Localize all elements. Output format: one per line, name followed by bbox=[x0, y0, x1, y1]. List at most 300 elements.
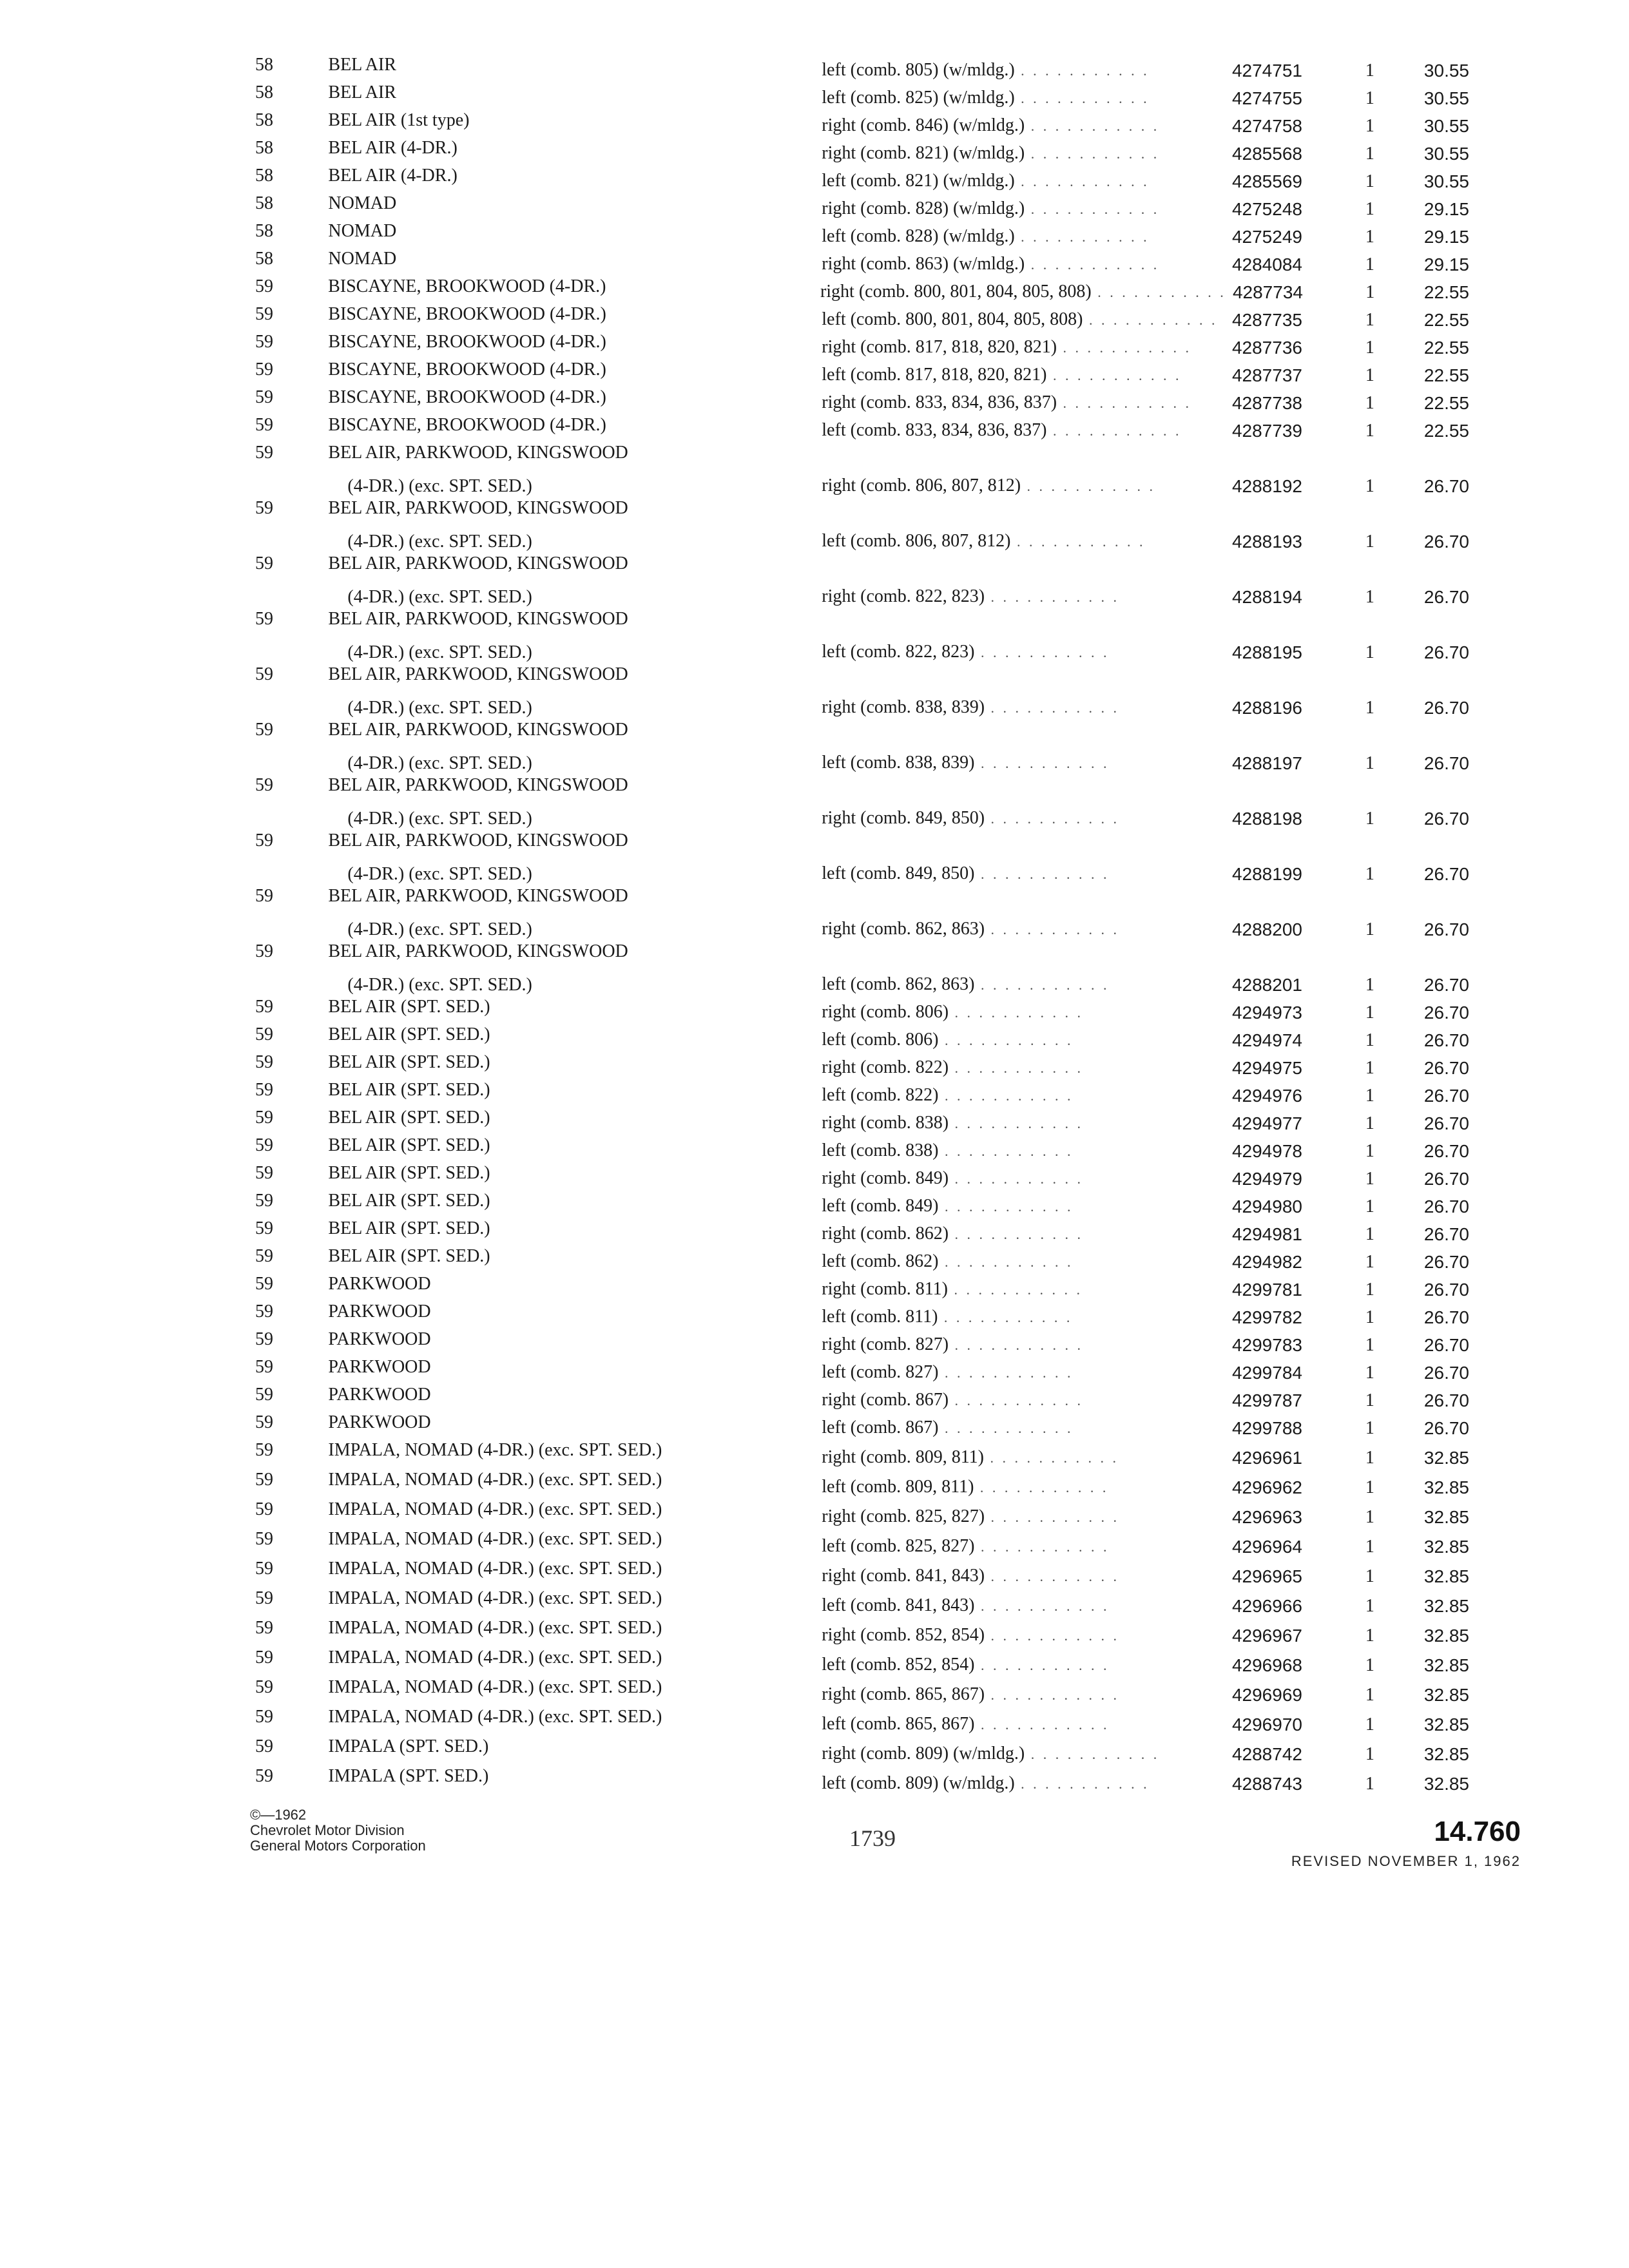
table-row bbox=[245, 1765, 1469, 1795]
description-text: right (comb. 817, 818, 820, 821) bbox=[822, 337, 1057, 357]
model-cell bbox=[328, 1329, 822, 1356]
model-qualifier: (4-DR.) (exc. SPT. SED.) bbox=[347, 642, 532, 662]
model-year: 58 bbox=[255, 193, 273, 213]
quantity: 1 bbox=[1365, 919, 1374, 939]
list-price: 26.70 bbox=[1423, 1003, 1469, 1023]
leader-dots: . . . . . . . . . . . bbox=[1046, 423, 1182, 439]
leader-dots: . . . . . . . . . . . bbox=[974, 1716, 1110, 1733]
part-number: 4294979 bbox=[1231, 1169, 1302, 1189]
leader-dots: . . . . . . . . . . . bbox=[949, 1060, 1084, 1076]
model-year: 59 bbox=[255, 1052, 273, 1072]
model-year: 59 bbox=[255, 1385, 273, 1405]
model-cell bbox=[328, 885, 822, 941]
model-year: 59 bbox=[255, 1618, 273, 1638]
description-text: left (comb. 809, 811) bbox=[822, 1477, 974, 1497]
leader-dots: . . . . . . . . . . . bbox=[1046, 367, 1182, 383]
page-number: 1739 bbox=[849, 1825, 896, 1851]
model-cell bbox=[328, 774, 822, 830]
part-description bbox=[822, 863, 1219, 885]
description-text: right (comb. 838) bbox=[822, 1113, 949, 1133]
part-number: 4287737 bbox=[1231, 365, 1302, 385]
model-cell bbox=[328, 1765, 822, 1795]
quantity: 1 bbox=[1365, 1252, 1374, 1272]
model-cell bbox=[328, 1558, 822, 1588]
part-number: 4287735 bbox=[1231, 310, 1302, 330]
section-block bbox=[1291, 1816, 1521, 1870]
part-number: 4299781 bbox=[1231, 1280, 1302, 1300]
part-description bbox=[822, 336, 1219, 359]
part-number: 4299787 bbox=[1231, 1390, 1302, 1410]
quantity: 1 bbox=[1365, 1196, 1374, 1216]
model-year: 59 bbox=[255, 997, 273, 1017]
leader-dots: . . . . . . . . . . . bbox=[1025, 1746, 1160, 1762]
part-number: 4287739 bbox=[1231, 421, 1302, 441]
description-text: right (comb. 811) bbox=[822, 1279, 948, 1299]
model-cell bbox=[328, 248, 822, 276]
description-text: left (comb. 811) bbox=[822, 1307, 938, 1327]
list-price: 22.55 bbox=[1423, 282, 1469, 302]
description-text: right (comb. 863) (w/mldg.) bbox=[822, 254, 1025, 274]
description-text: left (comb. 825) (w/mldg.) bbox=[822, 88, 1015, 108]
table-row bbox=[245, 1736, 1469, 1765]
model-cell bbox=[328, 719, 822, 774]
leader-dots: . . . . . . . . . . . bbox=[1014, 62, 1150, 79]
description-text: left (comb. 806, 807, 812) bbox=[822, 531, 1011, 551]
publisher-block bbox=[250, 1807, 426, 1854]
model-cell bbox=[328, 414, 822, 442]
model-name: BEL AIR, PARKWOOD, KINGSWOOD bbox=[328, 553, 628, 573]
model-cell bbox=[328, 137, 822, 165]
model-name: PARKWOOD bbox=[328, 1412, 431, 1432]
leader-dots: . . . . . . . . . . . bbox=[985, 700, 1120, 716]
quantity: 1 bbox=[1365, 1390, 1374, 1410]
model-name: IMPALA, NOMAD (4-DR.) (exc. SPT. SED.) bbox=[328, 1618, 662, 1638]
model-cell bbox=[328, 442, 822, 497]
part-description bbox=[822, 1361, 1219, 1384]
description-text: right (comb. 833, 834, 836, 837) bbox=[822, 392, 1057, 412]
model-year: 59 bbox=[255, 304, 273, 324]
description-text: right (comb. 827) bbox=[822, 1334, 949, 1354]
model-year: 59 bbox=[255, 720, 273, 740]
leader-dots: . . . . . . . . . . . bbox=[949, 1004, 1084, 1021]
part-description bbox=[822, 1195, 1219, 1218]
part-description bbox=[822, 697, 1219, 719]
quantity: 1 bbox=[1365, 1335, 1374, 1355]
parts-list bbox=[245, 54, 1469, 1795]
part-number: 4274751 bbox=[1231, 61, 1302, 81]
part-description bbox=[822, 586, 1219, 608]
model-name: BEL AIR, PARKWOOD, KINGSWOOD bbox=[328, 664, 628, 684]
leader-dots: . . . . . . . . . . . bbox=[985, 921, 1120, 937]
part-description bbox=[822, 1389, 1219, 1412]
list-price: 32.85 bbox=[1423, 1655, 1469, 1675]
leader-dots: . . . . . . . . . . . bbox=[974, 1479, 1109, 1495]
model-year: 59 bbox=[255, 664, 273, 684]
revision-date: REVISED NOVEMBER 1, 1962 bbox=[1291, 1853, 1521, 1869]
part-number: 4296963 bbox=[1231, 1507, 1302, 1527]
list-price: 26.70 bbox=[1423, 919, 1469, 939]
model-qualifier: (4-DR.) (exc. SPT. SED.) bbox=[347, 975, 532, 995]
table-row bbox=[245, 1218, 1469, 1245]
part-number: 4288200 bbox=[1231, 919, 1302, 939]
model-year: 59 bbox=[255, 443, 273, 463]
leader-dots: . . . . . . . . . . . bbox=[974, 755, 1110, 771]
list-price: 26.70 bbox=[1423, 753, 1469, 773]
part-number: 4275249 bbox=[1231, 227, 1302, 247]
list-price: 22.55 bbox=[1423, 421, 1469, 441]
model-year: 59 bbox=[255, 1302, 273, 1321]
part-number: 4296969 bbox=[1231, 1685, 1302, 1705]
model-cell bbox=[328, 1052, 822, 1079]
model-cell bbox=[328, 1162, 822, 1190]
table-row bbox=[245, 1588, 1469, 1617]
list-price: 30.55 bbox=[1423, 88, 1469, 108]
part-number: 4288201 bbox=[1231, 975, 1302, 995]
model-year: 59 bbox=[255, 1559, 273, 1579]
model-qualifier: (4-DR.) (exc. SPT. SED.) bbox=[347, 919, 532, 939]
section-number: 14.760 bbox=[1434, 1816, 1521, 1847]
list-price: 26.70 bbox=[1423, 1224, 1469, 1244]
quantity: 1 bbox=[1365, 171, 1374, 191]
model-year: 58 bbox=[255, 82, 273, 102]
part-description bbox=[822, 1417, 1219, 1439]
table-row bbox=[245, 1190, 1469, 1218]
part-description bbox=[822, 226, 1219, 248]
leader-dots: . . . . . . . . . . . bbox=[974, 1598, 1110, 1614]
part-number: 4294974 bbox=[1231, 1030, 1302, 1050]
part-description bbox=[822, 364, 1219, 387]
part-description bbox=[822, 1306, 1219, 1329]
leader-dots: . . . . . . . . . . . bbox=[983, 1450, 1119, 1466]
description-text: right (comb. 841, 843) bbox=[822, 1566, 985, 1586]
description-text: left (comb. 862, 863) bbox=[822, 974, 975, 994]
list-price: 26.70 bbox=[1423, 1086, 1469, 1106]
quantity: 1 bbox=[1365, 587, 1374, 607]
part-description bbox=[822, 392, 1219, 414]
table-row bbox=[245, 1052, 1469, 1079]
leader-dots: . . . . . . . . . . . bbox=[949, 1337, 1084, 1353]
model-name: BEL AIR (SPT. SED.) bbox=[328, 1024, 490, 1044]
leader-dots: . . . . . . . . . . . bbox=[949, 1115, 1084, 1131]
model-year: 59 bbox=[255, 1707, 273, 1727]
list-price: 26.70 bbox=[1423, 975, 1469, 995]
list-price: 26.70 bbox=[1423, 809, 1469, 829]
quantity: 1 bbox=[1365, 975, 1374, 995]
quantity: 1 bbox=[1365, 1141, 1374, 1161]
quantity: 1 bbox=[1365, 698, 1374, 718]
quantity: 1 bbox=[1365, 338, 1374, 358]
model-year: 58 bbox=[255, 249, 273, 269]
description-text: left (comb. 805) (w/mldg.) bbox=[822, 60, 1015, 80]
model-name: BEL AIR, PARKWOOD, KINGSWOOD bbox=[328, 498, 628, 518]
quantity: 1 bbox=[1365, 1477, 1374, 1497]
model-name: BEL AIR bbox=[328, 55, 396, 75]
part-number: 4285569 bbox=[1231, 171, 1302, 191]
model-name: BEL AIR, PARKWOOD, KINGSWOOD bbox=[328, 609, 628, 629]
table-row bbox=[245, 1528, 1469, 1558]
model-cell bbox=[328, 1412, 822, 1439]
table-row bbox=[245, 830, 1469, 885]
model-year: 59 bbox=[255, 498, 273, 518]
model-cell bbox=[328, 82, 822, 110]
part-number: 4288198 bbox=[1231, 809, 1302, 829]
model-name: BEL AIR (SPT. SED.) bbox=[328, 1135, 490, 1155]
table-row bbox=[245, 608, 1469, 664]
quantity: 1 bbox=[1365, 1280, 1374, 1300]
part-number: 4287734 bbox=[1232, 282, 1303, 302]
quantity: 1 bbox=[1365, 809, 1374, 829]
leader-dots: . . . . . . . . . . . bbox=[985, 1509, 1120, 1525]
model-year: 59 bbox=[255, 941, 273, 961]
part-description bbox=[820, 281, 1226, 303]
list-price: 32.85 bbox=[1423, 1477, 1469, 1497]
model-year: 59 bbox=[255, 1648, 273, 1667]
list-price: 30.55 bbox=[1423, 116, 1469, 136]
list-price: 29.15 bbox=[1423, 255, 1469, 274]
model-name: NOMAD bbox=[328, 221, 397, 241]
part-number: 4296970 bbox=[1231, 1715, 1302, 1735]
part-number: 4294980 bbox=[1231, 1196, 1302, 1216]
part-description bbox=[822, 1773, 1219, 1795]
model-name: BEL AIR, PARKWOOD, KINGSWOOD bbox=[328, 775, 628, 795]
description-text: right (comb. 806, 807, 812) bbox=[822, 476, 1021, 495]
model-name: IMPALA, NOMAD (4-DR.) (exc. SPT. SED.) bbox=[328, 1588, 662, 1608]
model-cell bbox=[328, 1736, 822, 1765]
list-price: 32.85 bbox=[1423, 1774, 1469, 1794]
list-price: 32.85 bbox=[1423, 1566, 1469, 1586]
description-text: right (comb. 849) bbox=[822, 1168, 949, 1188]
description-text: right (comb. 867) bbox=[822, 1390, 949, 1410]
description-text: left (comb. 822, 823) bbox=[822, 642, 975, 662]
part-description bbox=[822, 1084, 1219, 1107]
list-price: 32.85 bbox=[1423, 1537, 1469, 1557]
model-name: IMPALA, NOMAD (4-DR.) (exc. SPT. SED.) bbox=[328, 1707, 662, 1727]
list-price: 26.70 bbox=[1423, 1390, 1469, 1410]
table-row bbox=[245, 220, 1469, 248]
quantity: 1 bbox=[1365, 1307, 1374, 1327]
quantity: 1 bbox=[1365, 1715, 1374, 1735]
description-text: left (comb. 800, 801, 804, 805, 808) bbox=[822, 309, 1083, 329]
model-year: 59 bbox=[255, 1529, 273, 1549]
model-qualifier: (4-DR.) (exc. SPT. SED.) bbox=[347, 864, 532, 884]
model-year: 59 bbox=[255, 1766, 273, 1786]
model-cell bbox=[328, 497, 822, 553]
model-name: PARKWOOD bbox=[328, 1274, 431, 1294]
part-number: 4294975 bbox=[1231, 1058, 1302, 1078]
quantity: 1 bbox=[1365, 642, 1374, 662]
part-number: 4287738 bbox=[1231, 393, 1302, 413]
description-text: right (comb. 821) (w/mldg.) bbox=[822, 143, 1025, 163]
part-description bbox=[822, 1535, 1219, 1558]
model-year: 59 bbox=[255, 1499, 273, 1519]
list-price: 26.70 bbox=[1423, 1418, 1469, 1438]
leader-dots: . . . . . . . . . . . bbox=[1025, 256, 1160, 273]
model-name: IMPALA, NOMAD (4-DR.) (exc. SPT. SED.) bbox=[328, 1470, 662, 1490]
leader-dots: . . . . . . . . . . . bbox=[974, 866, 1110, 882]
model-name: BEL AIR (1st type) bbox=[328, 110, 470, 130]
list-price: 32.85 bbox=[1423, 1685, 1469, 1705]
list-price: 26.70 bbox=[1423, 1196, 1469, 1216]
part-description bbox=[822, 530, 1219, 553]
model-name: BEL AIR, PARKWOOD, KINGSWOOD bbox=[328, 941, 628, 961]
model-cell bbox=[328, 54, 822, 82]
model-cell bbox=[328, 553, 822, 608]
model-year: 59 bbox=[255, 775, 273, 795]
quantity: 1 bbox=[1365, 365, 1374, 385]
part-number: 4294973 bbox=[1231, 1003, 1302, 1023]
part-description bbox=[822, 87, 1219, 110]
part-number: 4294976 bbox=[1231, 1086, 1302, 1106]
quantity: 1 bbox=[1365, 1774, 1374, 1794]
model-year: 59 bbox=[255, 1163, 273, 1183]
description-text: left (comb. 849, 850) bbox=[822, 863, 975, 883]
leader-dots: . . . . . . . . . . . bbox=[1091, 284, 1226, 300]
part-description bbox=[822, 918, 1219, 941]
list-price: 32.85 bbox=[1423, 1596, 1469, 1616]
part-description bbox=[822, 198, 1219, 220]
leader-dots: . . . . . . . . . . . bbox=[947, 1282, 1083, 1298]
model-name: BEL AIR, PARKWOOD, KINGSWOOD bbox=[328, 443, 628, 463]
model-name: PARKWOOD bbox=[328, 1385, 431, 1405]
leader-dots: . . . . . . . . . . . bbox=[974, 977, 1110, 993]
list-price: 26.70 bbox=[1423, 1058, 1469, 1078]
quantity: 1 bbox=[1365, 1086, 1374, 1106]
leader-dots: . . . . . . . . . . . bbox=[1025, 201, 1160, 217]
leader-dots: . . . . . . . . . . . bbox=[1014, 229, 1150, 245]
model-name: IMPALA (SPT. SED.) bbox=[328, 1766, 489, 1786]
model-name: PARKWOOD bbox=[328, 1357, 431, 1377]
part-description bbox=[822, 1140, 1219, 1162]
list-price: 26.70 bbox=[1423, 1141, 1469, 1161]
description-text: right (comb. 809, 811) bbox=[822, 1447, 984, 1467]
part-number: 4296965 bbox=[1231, 1566, 1302, 1586]
part-description bbox=[822, 475, 1219, 497]
table-row bbox=[245, 1439, 1469, 1469]
model-qualifier: (4-DR.) (exc. SPT. SED.) bbox=[347, 532, 532, 552]
model-cell bbox=[328, 1301, 822, 1329]
list-price: 26.70 bbox=[1423, 642, 1469, 662]
description-text: right (comb. 809) (w/mldg.) bbox=[822, 1744, 1025, 1763]
table-row bbox=[245, 165, 1469, 193]
model-year: 59 bbox=[255, 1246, 273, 1266]
leader-dots: . . . . . . . . . . . bbox=[938, 1254, 1074, 1270]
description-text: left (comb. 817, 818, 820, 821) bbox=[822, 365, 1047, 385]
model-year: 59 bbox=[255, 1329, 273, 1349]
leader-dots: . . . . . . . . . . . bbox=[938, 1309, 1073, 1325]
table-row bbox=[245, 442, 1469, 497]
model-name: BISCAYNE, BROOKWOOD (4-DR.) bbox=[328, 360, 606, 380]
part-number: 4299784 bbox=[1231, 1363, 1302, 1383]
list-price: 30.55 bbox=[1423, 144, 1469, 164]
leader-dots: . . . . . . . . . . . bbox=[938, 1143, 1074, 1159]
model-name: IMPALA, NOMAD (4-DR.) (exc. SPT. SED.) bbox=[328, 1559, 662, 1579]
leader-dots: . . . . . . . . . . . bbox=[974, 644, 1110, 660]
model-name: BISCAYNE, BROOKWOOD (4-DR.) bbox=[328, 332, 606, 352]
list-price: 32.85 bbox=[1423, 1715, 1469, 1735]
list-price: 22.55 bbox=[1423, 310, 1469, 330]
quantity: 1 bbox=[1365, 116, 1374, 136]
list-price: 30.55 bbox=[1423, 171, 1469, 191]
list-price: 22.55 bbox=[1423, 393, 1469, 413]
model-cell bbox=[328, 110, 822, 137]
model-cell bbox=[328, 1647, 822, 1677]
model-name: BEL AIR (4-DR.) bbox=[328, 166, 458, 186]
quantity: 1 bbox=[1365, 227, 1374, 247]
corporation-name: General Motors Corporation bbox=[250, 1838, 426, 1854]
model-cell bbox=[328, 1469, 822, 1499]
model-cell bbox=[328, 664, 822, 719]
leader-dots: . . . . . . . . . . . bbox=[1014, 90, 1150, 106]
quantity: 1 bbox=[1365, 61, 1374, 81]
part-number: 4296966 bbox=[1231, 1596, 1302, 1616]
leader-dots: . . . . . . . . . . . bbox=[938, 1088, 1074, 1104]
model-qualifier: (4-DR.) (exc. SPT. SED.) bbox=[347, 587, 532, 607]
model-qualifier: (4-DR.) (exc. SPT. SED.) bbox=[347, 698, 532, 718]
model-year: 59 bbox=[255, 1677, 273, 1697]
list-price: 26.70 bbox=[1423, 587, 1469, 607]
model-cell bbox=[328, 1107, 822, 1135]
leader-dots: . . . . . . . . . . . bbox=[974, 1539, 1110, 1555]
part-description bbox=[822, 59, 1219, 82]
description-text: right (comb. 865, 867) bbox=[822, 1684, 985, 1704]
model-year: 58 bbox=[255, 166, 273, 186]
model-cell bbox=[328, 1384, 822, 1412]
quantity: 1 bbox=[1365, 1113, 1374, 1133]
table-row bbox=[245, 303, 1469, 331]
model-year: 59 bbox=[255, 387, 273, 407]
part-description bbox=[822, 1001, 1219, 1024]
leader-dots: . . . . . . . . . . . bbox=[949, 1171, 1084, 1187]
part-number: 4299782 bbox=[1231, 1307, 1302, 1327]
leader-dots: . . . . . . . . . . . bbox=[985, 1628, 1120, 1644]
list-price: 29.15 bbox=[1423, 199, 1469, 219]
model-year: 59 bbox=[255, 360, 273, 380]
leader-dots: . . . . . . . . . . . bbox=[1010, 533, 1146, 550]
model-name: BEL AIR (SPT. SED.) bbox=[328, 997, 490, 1017]
part-description bbox=[822, 1476, 1219, 1499]
part-description bbox=[822, 1743, 1219, 1765]
quantity: 1 bbox=[1365, 1537, 1374, 1557]
description-text: left (comb. 809) (w/mldg.) bbox=[822, 1773, 1015, 1793]
leader-dots: . . . . . . . . . . . bbox=[1025, 146, 1160, 162]
quantity: 1 bbox=[1365, 1448, 1374, 1468]
model-name: PARKWOOD bbox=[328, 1302, 431, 1321]
model-name: IMPALA, NOMAD (4-DR.) (exc. SPT. SED.) bbox=[328, 1648, 662, 1667]
model-cell bbox=[328, 220, 822, 248]
part-number: 4296964 bbox=[1231, 1537, 1302, 1557]
table-row bbox=[245, 1162, 1469, 1190]
part-number: 4288193 bbox=[1231, 532, 1302, 552]
model-cell bbox=[328, 193, 822, 220]
list-price: 26.70 bbox=[1423, 1030, 1469, 1050]
table-row bbox=[245, 1469, 1469, 1499]
model-cell bbox=[328, 1135, 822, 1162]
quantity: 1 bbox=[1365, 1224, 1374, 1244]
table-row bbox=[245, 414, 1469, 442]
model-name: IMPALA, NOMAD (4-DR.) (exc. SPT. SED.) bbox=[328, 1499, 662, 1519]
table-row bbox=[245, 1617, 1469, 1647]
leader-dots: . . . . . . . . . . . bbox=[974, 1657, 1110, 1673]
model-year: 59 bbox=[255, 886, 273, 906]
quantity: 1 bbox=[1365, 1626, 1374, 1646]
quantity: 1 bbox=[1365, 1685, 1374, 1705]
table-row bbox=[245, 1499, 1469, 1528]
model-cell bbox=[328, 996, 822, 1024]
part-number: 4296967 bbox=[1231, 1626, 1302, 1646]
part-description bbox=[822, 253, 1219, 276]
description-text: right (comb. 828) (w/mldg.) bbox=[822, 198, 1025, 218]
model-year: 59 bbox=[255, 415, 273, 435]
